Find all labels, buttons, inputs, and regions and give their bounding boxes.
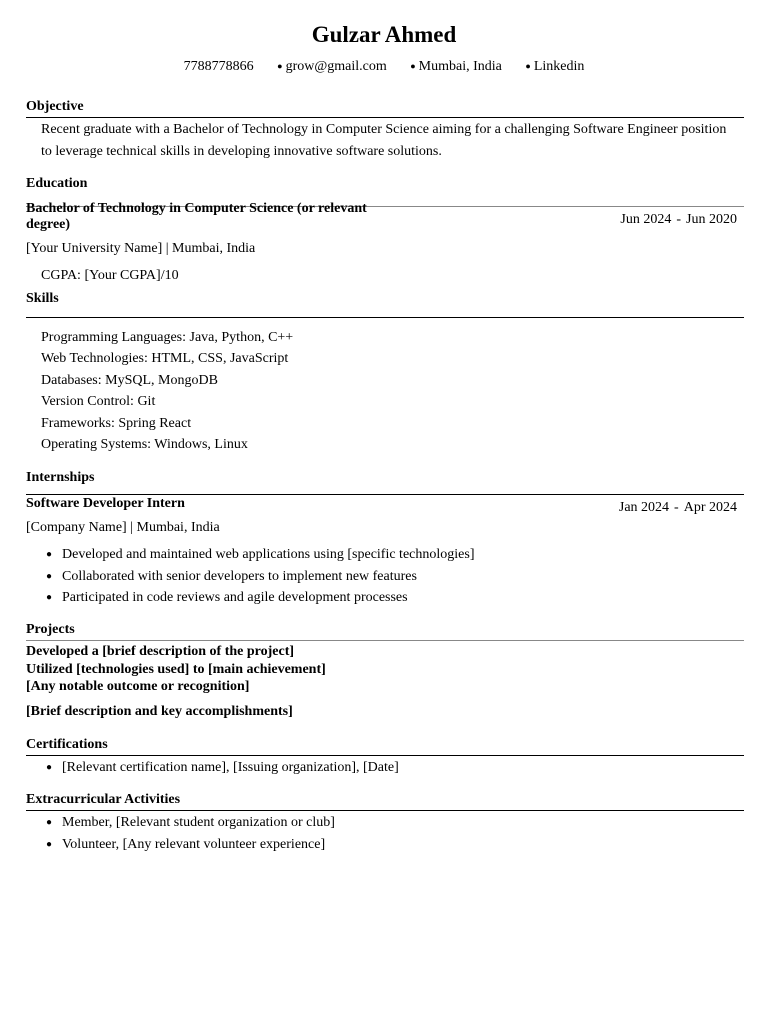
bullet-icon: ● <box>46 762 53 773</box>
bullet-icon: ● <box>46 838 53 850</box>
date-separator: - <box>674 500 679 515</box>
bullet-icon: ● <box>277 61 283 71</box>
section-title-education: Education <box>26 176 88 191</box>
section-divider <box>26 640 744 641</box>
internship-bullets <box>46 544 474 609</box>
skills-list <box>41 327 293 455</box>
skill-item: Operating Systems: Windows, Linux <box>41 437 248 453</box>
university-line <box>26 240 255 258</box>
location: Mumbai, India <box>418 59 502 74</box>
list-item-text: Participated in code reviews and agile development processes <box>62 590 408 605</box>
linkedin-link[interactable]: Linkedin <box>533 59 585 74</box>
list-item-text: [Relevant certification name], [Issuing organization], [Date] <box>62 760 399 775</box>
list-item <box>46 757 399 779</box>
section-divider <box>26 755 744 756</box>
certification-list <box>46 757 399 779</box>
list-item <box>46 566 474 588</box>
degree-title-line: degree) <box>26 217 71 232</box>
list-item-text: Developed and maintained web applications using [specific technologies] <box>62 547 475 562</box>
bullet-icon: ● <box>525 61 531 71</box>
skill-item: Version Control: Git <box>41 394 156 410</box>
skill-item: Databases: MySQL, MongoDB <box>41 372 218 388</box>
date-end: Apr 2024 <box>683 500 737 515</box>
cgpa: CGPA: [Your CGPA]/10 <box>41 268 179 283</box>
degree-title <box>26 201 367 233</box>
section-title-skills: Skills <box>26 291 59 306</box>
project-line: Utilized [technologies used] to [main achievement] <box>26 661 326 677</box>
list-item-text: Member, [Relevant student organization or club] <box>62 815 335 830</box>
list-item <box>46 834 335 856</box>
education-dates <box>620 211 737 229</box>
bullet-icon: ● <box>410 61 416 71</box>
company-name: [Company Name] | <box>26 520 133 535</box>
list-item <box>46 812 335 834</box>
bullet-icon: ● <box>46 592 53 603</box>
section-divider <box>26 117 744 118</box>
company-location: Mumbai, India <box>136 520 220 535</box>
project-details <box>26 643 326 696</box>
company-line <box>26 519 220 537</box>
section-divider <box>26 810 744 811</box>
project-line: Developed a [brief description of the project] <box>26 644 295 659</box>
section-title-objective: Objective <box>26 99 84 114</box>
project-line: [Any notable outcome or recognition] <box>26 679 250 695</box>
list-item <box>46 544 474 566</box>
section-title-extracurricular: Extracurricular Activities <box>26 792 181 807</box>
bullet-icon: ● <box>46 549 53 560</box>
date-separator: - <box>676 212 682 227</box>
list-item <box>46 587 474 609</box>
list-item-text: Volunteer, [Any relevant volunteer experience] <box>62 836 326 852</box>
project-summary: [Brief description and key accomplishments] <box>26 704 293 719</box>
university-location: Mumbai, India <box>172 241 256 256</box>
degree-title-line: Bachelor of Technology in Computer Science (or relevant <box>26 201 367 216</box>
skill-item: Programming Languages: Java, Python, C++ <box>41 330 294 345</box>
extracurricular-list <box>46 812 335 855</box>
contact-line <box>0 57 768 76</box>
section-title-projects: Projects <box>26 622 75 637</box>
university-name: [Your University Name] | <box>26 241 169 256</box>
bullet-icon: ● <box>46 570 53 582</box>
skill-item: Web Technologies: HTML, CSS, JavaScript <box>41 351 289 367</box>
date-end: Jun 2020 <box>686 212 737 227</box>
objective-text: Recent graduate with a Bachelor of Technology in Computer Science aiming for a challenging Software Engineer position to leverage technical skills in developing innovative software solutions. <box>41 122 727 159</box>
internship-role: Software Developer Intern <box>26 496 185 511</box>
candidate-name: Gulzar Ahmed <box>311 22 457 47</box>
email-address: grow@gmail.com <box>285 59 387 74</box>
date-start: Jan 2024 <box>618 500 670 515</box>
section-divider <box>26 317 744 318</box>
date-start: Jun 2024 <box>620 212 672 227</box>
bullet-icon: ● <box>46 817 53 828</box>
skill-item: Frameworks: Spring React <box>41 415 192 431</box>
internship-dates <box>619 499 737 517</box>
list-item-text: Collaborated with senior developers to implement new features <box>62 568 417 584</box>
section-title-internships: Internships <box>26 470 95 485</box>
section-title-certifications: Certifications <box>26 737 108 752</box>
phone-number: 7788778866 <box>183 59 254 74</box>
